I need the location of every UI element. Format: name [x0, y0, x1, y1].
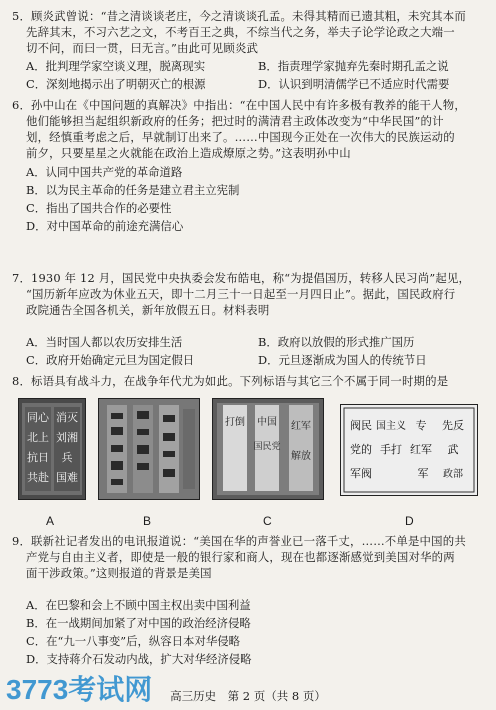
q6-option-c: C．指出了国共合作的必要性	[26, 201, 172, 215]
q9-option-a: A．在巴黎和会上不顾中国主权出卖中国利益	[26, 598, 251, 612]
photo-d-text-11: 政部	[443, 469, 463, 480]
photo-c-text-3: 国民党	[253, 442, 281, 452]
slogan-photo-c-image	[213, 399, 323, 499]
q9-line-2: 产党与自由主义者，即使是一般的银行家和商人，现在也都逐渐感觉到美国对华的两	[26, 550, 455, 564]
photo-d-text-9: 专	[415, 419, 427, 432]
q9-option-b: B．在一战期间加紧了对中国的政治经济侵略	[26, 616, 251, 630]
question-7	[12, 270, 488, 318]
q7-option-b: B．政府以放假的形式推广国历	[258, 335, 415, 349]
slogan-photo-d-image	[341, 405, 477, 495]
question-5	[12, 8, 488, 56]
q7-option-d: D．元旦逐渐成为国人的传统节日	[258, 353, 427, 367]
q5-option-d: D．认识到明清儒学已不适应时代需要	[258, 77, 450, 91]
photo-label-d: D	[405, 514, 414, 528]
slogan-photo-a	[18, 398, 86, 500]
photo-c-text-1: 打倒	[225, 417, 245, 428]
question-8	[12, 373, 488, 389]
photo-d-text-8: 军	[417, 467, 429, 480]
q6-line-2: 他们能够担当起组织新政府的任务；把过时的满清君主政体改变为“中华民国”的计	[26, 114, 444, 128]
q6-line-3: 划，经慎重考虑之后，早就制订出来了。……中国现今正处在一次伟大的民族运动的	[26, 130, 455, 144]
photo-label-b: B	[143, 514, 152, 528]
q9-line-3: 面干涉政策。”这则报道的背景是美国	[26, 566, 212, 580]
q6-option-d: D．对中国革命的前途充满信心	[26, 219, 184, 233]
q9-line-1: 9．联新社记者发出的电讯报道说：“美国在华的声誉业已一落千丈，……不单是中国的共	[12, 534, 466, 548]
photo-a-text-3: 抗日	[27, 451, 49, 464]
photo-a-text-2: 北上	[27, 431, 49, 444]
photo-d-text-7: 先反	[442, 419, 464, 432]
photo-c-text-5: 解放	[291, 451, 311, 462]
photo-label-a: A	[46, 514, 55, 528]
q6-line-1: 6．孙中山在《中国问题的真解决》中指出：“在中国人民中有许多极有教养的能干人物，	[12, 98, 466, 112]
q9-option-d: D．支持蒋介石发动内战，扩大对华经济侵略	[26, 652, 252, 666]
photo-d-text-1: 阀民	[350, 419, 372, 432]
slogan-photo-c	[212, 398, 324, 500]
slogan-photo-d	[340, 404, 478, 496]
q9-option-c: C．在“九一八事变”后，纵容日本对华侵略	[26, 634, 241, 648]
q5-option-b: B．指责理学家抛弃先秦时期孔孟之说	[258, 59, 449, 73]
photo-a-text-6: 刘湘	[56, 431, 78, 444]
q5-line-1: 5．顾炎武曾说：“昔之清谈谈老庄，今之清谈谈孔孟。未得其精而已遗其粗，未究其本而	[12, 9, 466, 23]
slogan-photo-b-image	[99, 399, 199, 499]
photo-d-text-3: 军阀	[350, 467, 372, 480]
q7-line-1: 7．1930 年 12 月，国民党中央执委会发布皓电，称“为提倡国历，转移人民习尚”起见，	[12, 271, 471, 285]
photo-d-text-2: 党的	[350, 443, 372, 456]
q5-option-a: A．批判理学家空谈义理，脱离现实	[26, 59, 206, 73]
photo-a-text-5: 消灭	[56, 411, 78, 424]
slogan-photo-b	[98, 398, 200, 500]
q6-line-4: 前夕，只要星星之火就能在政治上造成燎原之势。”这表明孙中山	[26, 146, 351, 160]
question-9	[12, 533, 488, 581]
q6-option-b: B．以为民主革命的任务是建立君主立宪制	[26, 183, 240, 197]
q6-option-a: A．认同中国共产党的革命道路	[26, 165, 183, 179]
q7-line-3: 政院通告全国各机关，新年放假五日。材料表明	[26, 303, 270, 317]
photo-d-text-10: 武	[447, 443, 459, 456]
photo-d-text-6: 红军	[410, 443, 432, 456]
photo-c-text-2: 中国	[257, 417, 277, 428]
photo-a-text-1: 同心	[27, 411, 49, 424]
photo-d-text-4: 手打	[380, 443, 402, 456]
q5-option-c: C．深刻地揭示出了明朝灭亡的根源	[26, 77, 206, 91]
question-6	[12, 97, 488, 161]
photo-label-c: C	[263, 514, 272, 528]
q7-option-c: C．政府开始确定元旦为国定假日	[26, 353, 195, 367]
slogan-photo-a-image	[19, 399, 85, 499]
q5-line-2: 先辞其末，不习六艺之文，不考百王之典，不综当代之务，举夫子论学论政之大端一	[26, 25, 455, 39]
photo-d-text-5: 国主义	[376, 421, 406, 432]
photo-a-text-8: 国难	[56, 471, 78, 484]
q7-option-a: A．当时国人都以农历安排生活	[26, 335, 183, 349]
q8-line-1: 8．标语具有战斗力，在战争年代尤为如此。下列标语与其它三个不属于同一时期的是	[12, 374, 449, 388]
page-footer: 高三历史 第 2 页（共 8 页）	[170, 689, 326, 703]
photo-a-text-7: 兵	[61, 451, 73, 464]
q7-line-2: “国历新年应改为休业五天，即十二月三十一日起至一月四日止”。据此，国民政府行	[26, 287, 456, 301]
photo-a-text-4: 共赴	[27, 471, 49, 484]
photo-c-text-4: 红军	[291, 421, 311, 432]
q5-line-3: 切不问，而曰一贯，曰无言。”由此可见顾炎武	[26, 41, 259, 55]
site-watermark: 3773考试网	[6, 674, 153, 705]
